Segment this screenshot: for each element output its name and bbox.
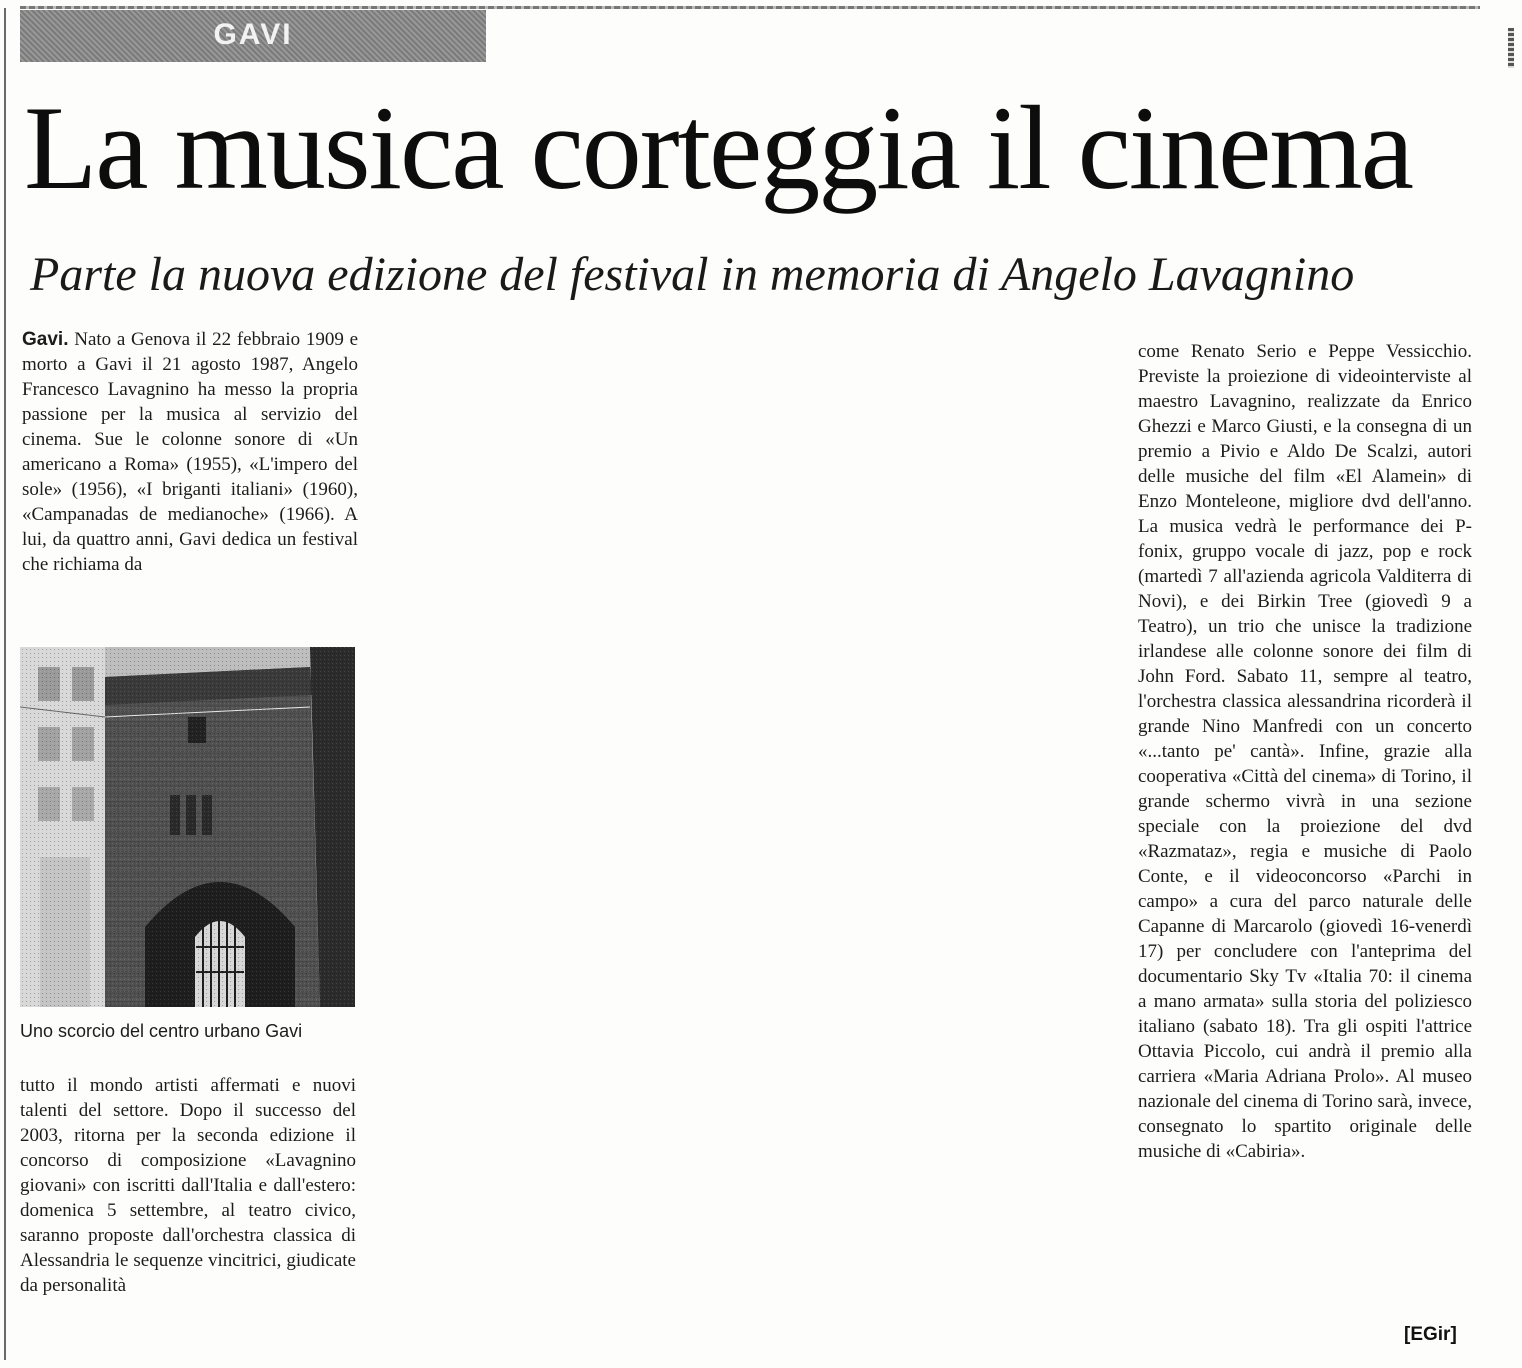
- headline: La musica corteggia il cinema: [24, 81, 1413, 214]
- section-tag: [20, 10, 486, 62]
- article-text-left-top: Nato a Genova il 22 febbraio 1909 e morto a Gavi il 21 agosto 1987, Angelo Francesco Lavagnino ha messo la propria passione per la musica al servizio del cinema. Sue le colonne sonore di «Un americano a Roma» (1955), «L'impero del sole» (1956), «I briganti italiani» (1960), «Campanadas de medianoche» (1966). A lui, da quattro anni, Gavi dedica un festival che richiama da: [22, 329, 359, 575]
- article-column-right: [1138, 339, 1472, 1164]
- section-tag-label: GAVI: [213, 18, 293, 51]
- article-text-left-bottom: tutto il mondo artisti affermati e nuovi talenti del settore. Dopo il successo del 2003, ritorna per la seconda edizione il concorso di composizione «Lavagnino giovani» con iscritti dall'Italia e dall'estero: domenica 5 settembre, al teatro civico, saranno proposte dall'orchestra classica di Alessandria le sequenze vincitrici, giudicate da personalità: [20, 1075, 356, 1296]
- scan-edge-mark: [1508, 28, 1514, 68]
- author-signature: [EGir]: [1404, 1324, 1457, 1345]
- stone-tower-image: [20, 647, 355, 1007]
- article-column-left-top: [22, 327, 358, 577]
- town-photo: [20, 647, 355, 1007]
- subheadline: Parte la nuova edizione del festival in memoria di Angelo Lavagnino: [30, 248, 1355, 301]
- photo-caption: Uno scorcio del centro urbano Gavi: [20, 1021, 303, 1041]
- dateline: Gavi.: [22, 329, 69, 350]
- left-rule: [4, 8, 6, 1360]
- article-text-right: come Renato Serio e Peppe Vessicchio. Previste la proiezione di videointerviste al maestro Lavagnino, realizzate da Enrico Ghezzi e Marco Giusti, e la consegna di un premio a Pivio e Aldo De Scalzi, autori delle musiche del film «El Alamein» di Enzo Monteleone, migliore dvd dell'anno. La musica vedrà le performance dei P-fonix, gruppo vocale di jazz, pop e rock (martedì 7 all'azienda agricola Valditerra di Novi), e dei Birkin Tree (giovedì 9 a Teatro), un trio che unisce la tradizione irlandese alle colonne sonore dei film di John Ford. Sabato 11, sempre al teatro, l'orchestra classica alessandrina ricorderà il grande Nino Manfredi con un concerto «...tanto pe' cantà». Infine, grazie alla cooperativa «Città del cinema» di Torino, il grande schermo vivrà in una sezione speciale con la proiezione del dvd «Razmataz», regia e musiche di Paolo Conte, e il videoconcorso «Parchi in campo» a cura del parco naturale delle Capanne di Marcarolo (giovedì 16-venerdì 17) per concludere con l'anteprima del documentario Sky Tv «Italia 70: il cinema a mano armata» sulla storia del poliziesco italiano (sabato 18). Tra gli ospiti l'attrice Ottavia Piccolo, cui andrà il premio alla carriera «Maria Adriana Prolo». Al museo nazionale del cinema di Torino sarà, invece, consegnato lo spartito originale delle musiche di «Cabiria».: [1138, 341, 1472, 1162]
- top-rule: [20, 6, 1480, 9]
- article-column-left-bottom: [20, 1073, 356, 1298]
